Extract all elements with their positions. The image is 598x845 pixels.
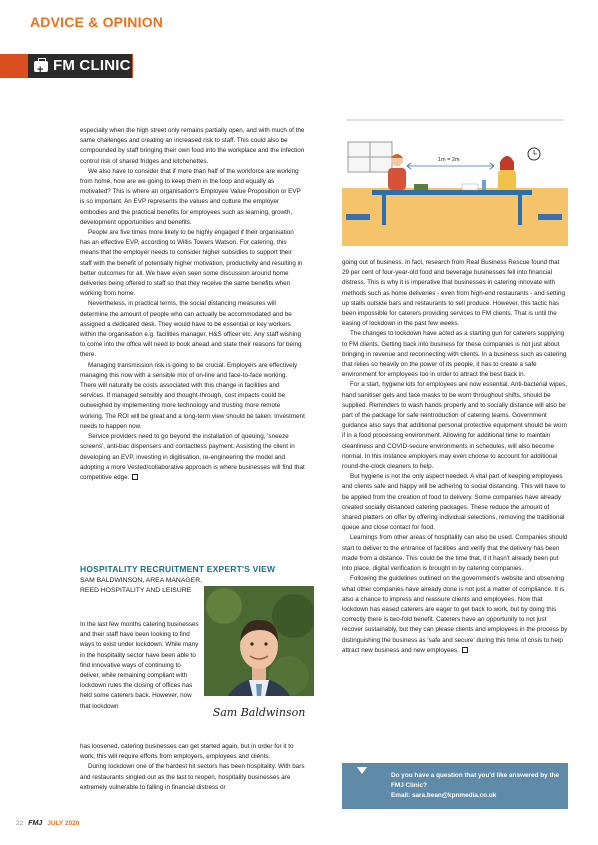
paragraph: has loosened, catering businesses can get started again, but in order for it to work, this will require efforts from employers, employees and clients. [80, 743, 294, 761]
distance-label: 1m = 2m [438, 157, 460, 163]
paragraph: going out of business. In fact, research from Real Business Rescue found that 29 per cent of four-year-old food and beverage businesses fell into financial distress. This is why it is imperative that businesses in catering innovate with methods such as home deliveries - even from high-end restaurants - and setting up stalls outside bars and restaurants to sell produce. However, this tactic has been impossible for caterers providing services to FM clients. That is until the easing of lockdown in the past few weeks. [342, 259, 565, 328]
paragraph: Managing transmission risk is going to be crucial. Employers are effectively managing this now with a sensible mix of on-line and face-to-face working. There will naturally be costs associated with this change in facilities and services. If managed sensibly and thought-through, cost impacts could be outweighed by implementing more technology and trusting more remote working. The ROI will be great and a long-term view should be taken. Investment needs to happen now. [80, 361, 305, 430]
right-column [342, 258, 568, 656]
expert-heading: HOSPITALITY RECRUITMENT EXPERT'S VIEW [80, 564, 276, 574]
paragraph: especially when the high street only remains partially open, and with much of the same challenges and creating an increased risk to staff. This could also be compounded by staff bringing their own food into the workplace and the infection control risk of shared fridges and kitchenettes. [80, 127, 305, 165]
paragraph: People are five times more likely to be highly engaged if their organisation has an effective EVP, according to Willis Towers Watson. For catering, this means that the employer needs to consider higher subsidies to support their staff with the benefit of potentially higher motivation, productivity and resulting in better outcomes for all. We have even seen some discussion around home deliveries being offered to staff so that they receive the same benefits when working from home. [80, 229, 303, 298]
page-number: 22 [16, 820, 24, 827]
paragraph-last [80, 432, 305, 483]
paragraph-text: Following the guidelines outlined on the government's website and observing what other companies have already done is not just a matter of compliance. It is also a chance to impress and reassure clients and employees. Now that lockdown has eased caterers are eager to get back to work, but by doing this correctly there is two-fold benefit. Caterers have an opportunity to not just recover sustainably, but they can please clients and employees in the process by distinguishing the business as 'safe and secure' during this time of crisis to help attract new business and new employees. [342, 575, 568, 654]
box-corner-icon [357, 767, 367, 777]
paragraph: But hygiene is not the only aspect needed. A vital part of keeping employees and clients safe and happy will be adhering to social distancing. This will have to be applied from the creation of food to delivery. Some companies have already created socially distanced catering packages. These reduce the amount of shared platters on offer by offering individual selections, removing the traditional queue and close contact for food. [342, 473, 566, 532]
paragraph: For a start, hygiene kits for employees are now essential. Anti-bacterial wipes, hand sanitiser gels and face masks to be worn throughout shifts, should be supplied. Reminders to wash hands properly and to socially distance will also be part of the package for safe reintroduction of catering teams. Government guidance also says that additional personal protective equipment should be worn if in a food processing environment. Allowing for additional time to maintain cleanliness and COVID-secure environments in schedules, will also become normal. In this instance employers may even choose to account for additional round-the-clock cleaners to help. [342, 381, 568, 471]
expert-intro: In the last few months catering businesses and their staff have been looking to find ways to exist under lockdown. While many in the hospitality sector have been able to find innovative ways of continuing to deliver, while remaining compliant with lockdown rules the closing of offices has held some caterers back. However, now that lockdown [80, 621, 199, 710]
expert-byline: SAM BALDWINSON, AREA MANAGER, REED HOSPITALITY AND LEISURE [80, 577, 202, 595]
header-title-text: FM CLINIC [53, 57, 131, 74]
question-box [342, 763, 568, 809]
signature: Sam Baldwinson [212, 705, 306, 719]
medical-bag-icon [34, 61, 48, 72]
paragraph-last [342, 574, 568, 656]
paragraph: The changes to lockdown have acted as a starting gun for caterers supplying to FM clients. Getting back into business for these companies is not just about bringing in revenue and reconnecting with clients. In a business such as catering that relies so heavily on the power of its people, it has to create a safe environment for employees too in order to attract the best back in. [342, 330, 567, 379]
paragraph: During lockdown one of the hardest hit sectors has been hospitality. With bars and restaurants singled out as the last to reopen, hospitality businesses are extremely vulnerable to falling in financial distress or [80, 763, 305, 791]
end-mark-icon [132, 474, 138, 480]
paragraph: Learnings from other areas of hospitality can also be used. Companies should start to deliver to the entrance of facilities and verify that the delivery has been made from a distance. This could be the time that, if it hasn't already been put into place, digital verification is brought in by catering companies. [342, 534, 568, 573]
paragraph: Nevertheless, in practical terms, the social distancing measures will determine the amount of people who can actually be accommodated and be assigned a dedicated desk. They would have to be essential or key workers within the organisation e.g. facilities manager, H&S officer etc. Any staff wishing to come into the office will need to book ahead and state their reasons for being there. [80, 300, 302, 359]
brand-label: FMJ [28, 820, 43, 827]
social-distancing-illustration [342, 118, 568, 246]
end-mark-icon [462, 647, 468, 653]
expert-body [80, 742, 305, 793]
section-tag: ADVICE & OPINION [30, 14, 164, 30]
email-link[interactable]: Email: sara.bean@kpnmedia.co.uk [391, 792, 497, 799]
paragraph-text: Service providers need to go beyond the installation of queuing, 'sneeze screens', anti-bac dispensers and contactless payment. Assisting the client in developing an EVP, investing in digitisation, re-engineering the model and adopting a more Vested/collaborative approach is where businesses will find that competitive edge. [80, 433, 305, 481]
header-title [34, 54, 131, 78]
signature-box [204, 696, 314, 728]
left-column [80, 126, 305, 483]
page-footer [16, 820, 79, 827]
question-line: Do you have a question that you'd like answered by the FMJ Clinic? [391, 772, 560, 789]
question-box-text [391, 771, 561, 801]
paragraph: We also have to consider that if more than half of the workforce are working from home, how are we going to keep them in the loop and equally as motivated? This is where an organisation's Employee Value Proposition or EVP is so important. An EVP represents the values and culture the employer embodies and the practical benefits for employees such as learning, growth, development opportunities and benefits. [80, 167, 301, 226]
issue-date: JULY 2020 [47, 820, 80, 827]
